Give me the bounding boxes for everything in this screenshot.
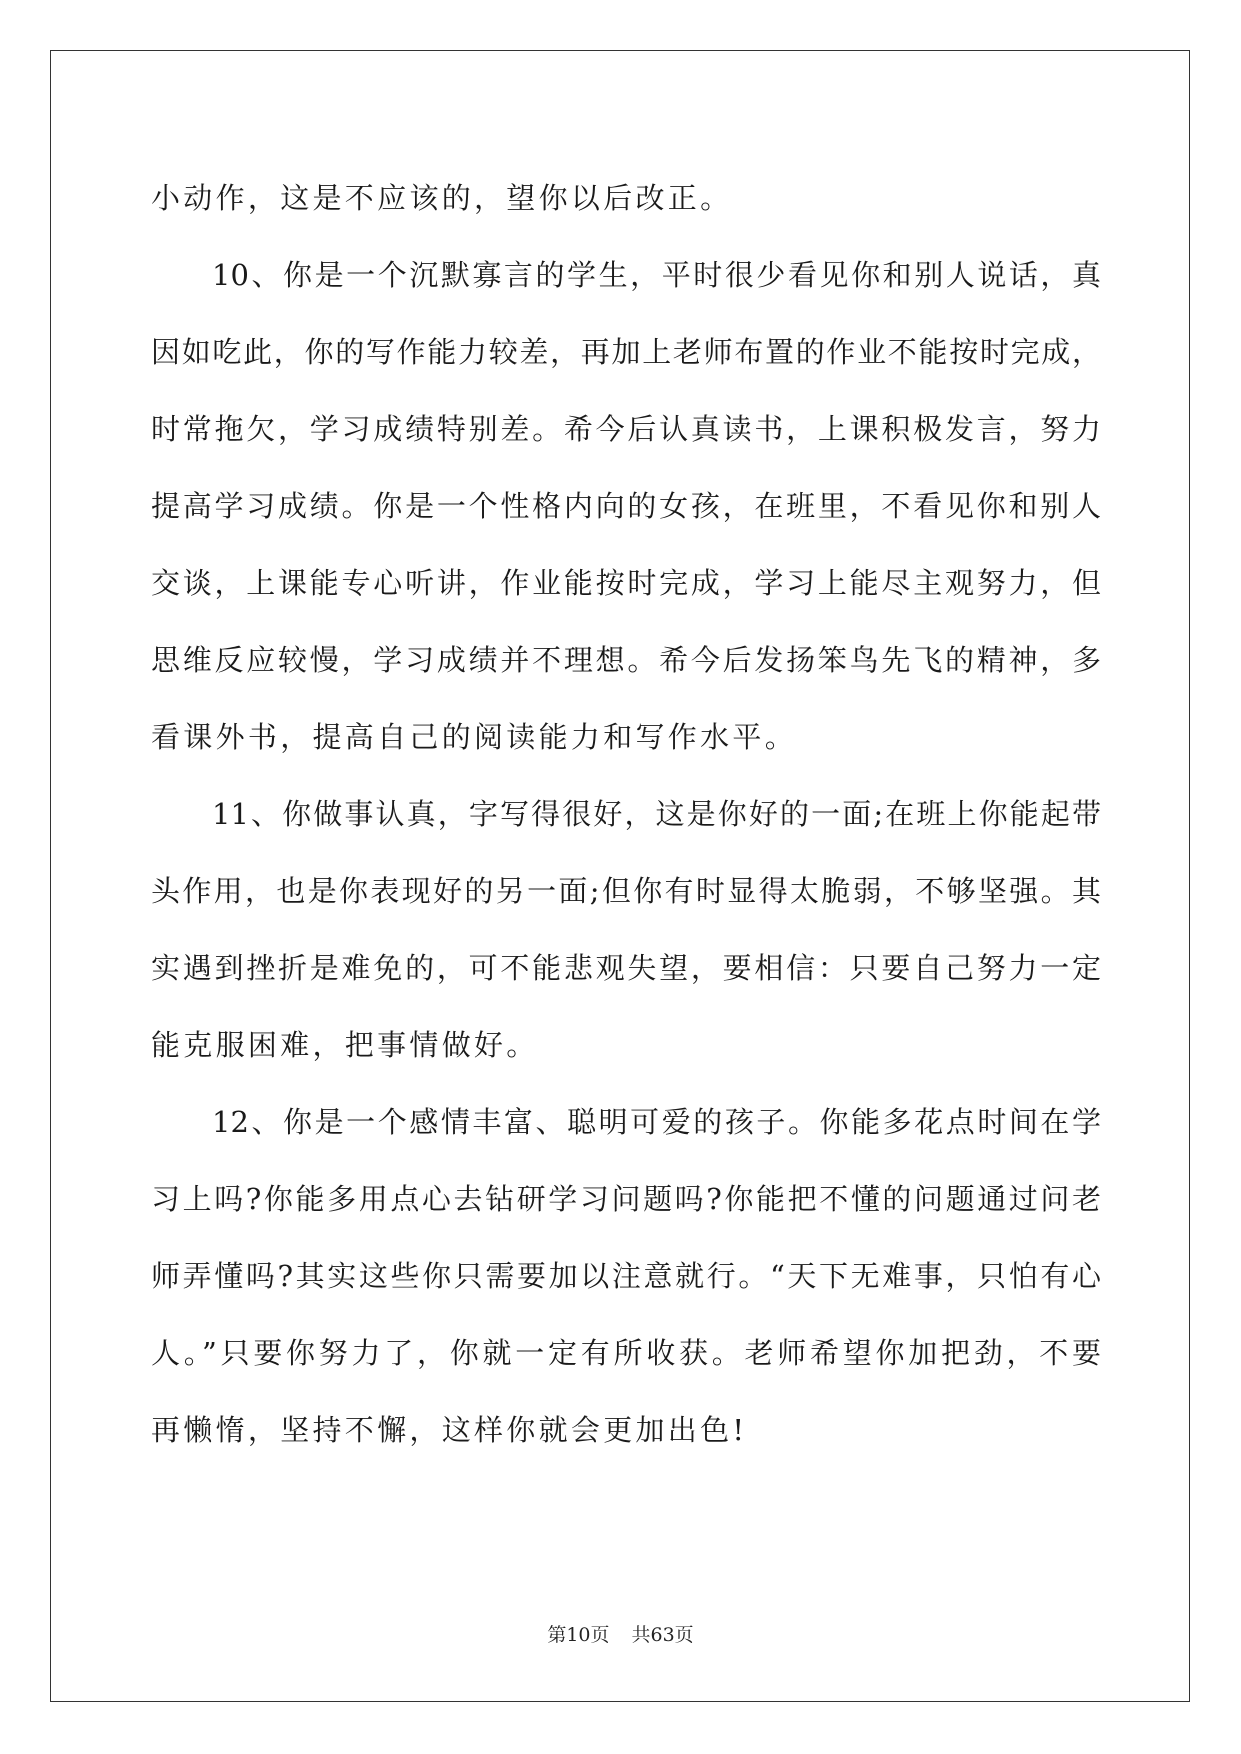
document-body bbox=[151, 160, 1101, 1469]
paragraph-12-line-2: 习上吗?你能多用点心去钻研学习问题吗?你能把不懂的问题通过问老 bbox=[151, 1182, 1101, 1216]
paragraph-10-line-6: 思维反应较慢，学习成绩并不理想。希今后发扬笨鸟先飞的精神，多 bbox=[151, 643, 1101, 677]
paragraph-10-line-7: 看课外书，提高自己的阅读能力和写作水平。 bbox=[151, 720, 798, 754]
page-number: 第10页 bbox=[547, 1624, 610, 1646]
paragraph-11-line-1: 11、你做事认真，字写得很好，这是你好的一面;在班上你能起带 bbox=[212, 797, 1101, 831]
paragraph-10-line-3: 时常拖欠，学习成绩特别差。希今后认真读书，上课积极发言，努力 bbox=[151, 412, 1101, 446]
page-footer bbox=[0, 1620, 1241, 1647]
paragraph-10-line-1: 10、你是一个沉默寡言的学生，平时很少看见你和别人说话，真 bbox=[212, 258, 1101, 292]
paragraph-12-line-5: 再懒惰，坚持不懈，这样你就会更加出色! bbox=[151, 1413, 748, 1447]
paragraph-11-line-2: 头作用，也是你表现好的另一面;但你有时显得太脆弱，不够坚强。其 bbox=[151, 874, 1101, 908]
paragraph-12-line-1: 12、你是一个感情丰富、聪明可爱的孩子。你能多花点时间在学 bbox=[212, 1105, 1101, 1139]
paragraph-11-line-3: 实遇到挫折是难免的，可不能悲观失望，要相信：只要自己努力一定 bbox=[151, 951, 1101, 985]
paragraph-10-line-5: 交谈，上课能专心听讲，作业能按时完成，学习上能尽主观努力，但 bbox=[151, 566, 1101, 600]
paragraph-10-line-4: 提高学习成绩。你是一个性格内向的女孩，在班里，不看见你和别人 bbox=[151, 489, 1101, 523]
text-line-1: 小动作，这是不应该的，望你以后改正。 bbox=[151, 181, 733, 215]
paragraph-12-line-4: 人。”只要你努力了，你就一定有所收获。老师希望你加把劲，不要 bbox=[151, 1336, 1101, 1370]
paragraph-10-line-2: 因如吃此，你的写作能力较差，再加上老师布置的作业不能按时完成， bbox=[151, 335, 1101, 369]
page-total: 共63页 bbox=[631, 1624, 694, 1646]
paragraph-12-line-3: 师弄懂吗?其实这些你只需要加以注意就行。“天下无难事，只怕有心 bbox=[151, 1259, 1101, 1293]
paragraph-11-line-4: 能克服困难，把事情做好。 bbox=[151, 1028, 539, 1062]
